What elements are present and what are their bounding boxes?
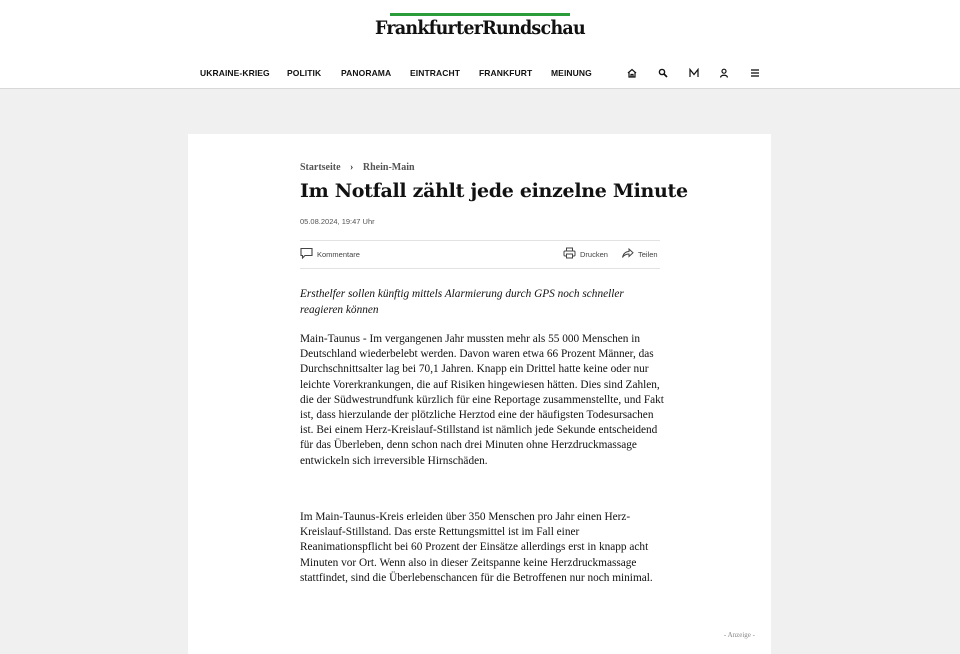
- article-title: Im Notfall zählt jede einzelne Minute: [300, 180, 688, 202]
- publish-date: 05.08.2024, 19:47 Uhr: [300, 217, 375, 226]
- home-icon[interactable]: [626, 67, 638, 79]
- user-icon[interactable]: [718, 67, 730, 79]
- breadcrumb: [300, 162, 415, 173]
- breadcrumb-rhein-main[interactable]: Rhein-Main: [362, 162, 415, 173]
- nav-item-politik[interactable]: POLITIK: [287, 68, 322, 78]
- print-label: Drucken: [580, 250, 608, 259]
- nav-item-eintracht[interactable]: EINTRACHT: [410, 68, 461, 78]
- nav-item-panorama[interactable]: PANORAMA: [341, 68, 392, 78]
- logo-text: FrankfurterRundschau: [375, 17, 585, 39]
- paragraph-2: Im Main-Taunus-Kreis erleiden über 350 Menschen pro Jahr einen Herz-Kreislauf-Stillstand. Das erste Rettungsmittel ist im Fall einer Reanimationspflicht bei 60 Prozent der Einsätze allerdings erst in knapp acht Minuten vor Ort. Wenn also in dieser Zeitspanne keine Herzdruckmassage stattfindet, sind die Überlebenschancen für die Betroffenen nur noch minimal.: [300, 511, 653, 584]
- article-card: [188, 134, 771, 654]
- print-icon: [563, 247, 576, 259]
- nav-item-ukraine-krieg[interactable]: UKRAINE-KRIEG: [200, 68, 270, 78]
- article-lead: Ersthelfer sollen künftig mittels Alarmierung durch GPS noch schneller reagieren können: [300, 288, 624, 316]
- m-logo-icon[interactable]: [688, 67, 700, 79]
- article-toolbar: [300, 240, 660, 269]
- comment-icon: [300, 247, 313, 259]
- logo-bar: [390, 13, 570, 16]
- main-nav: [0, 68, 960, 80]
- logo[interactable]: [0, 13, 960, 39]
- search-icon[interactable]: [657, 67, 669, 79]
- nav-item-meinung[interactable]: MEINUNG: [551, 68, 592, 78]
- site-header: [0, 0, 960, 89]
- nav-item-frankfurt[interactable]: FRANKFURT: [479, 68, 533, 78]
- paragraph-1: Main-Taunus - Im vergangenen Jahr mussten mehr als 55 000 Menschen in Deutschland wiederbelebt werden. Davon waren etwa 66 Prozent Männer, das Durchschnittsalter lag bei 70,1 Jahren. Knapp ein Drittel hatte keine oder nur leichte Vorerkrankungen, die auf Risiken hingewiesen hätten. Dies sind Zahlen, die der Südwestrundfunk kürzlich für eine Reportage zusammenstellte, und Fakt ist, dass hierzulande der plötzliche Herztod eine der häufigsten Todesursachen ist. Bei einem Herz-Kreislauf-Stillstand ist nämlich jede Sekunde entscheidend für das Überleben, denn schon nach drei Minuten ohne Herzdruckmassage entwickeln sich irreversible Hirnschäden.: [300, 333, 664, 467]
- breadcrumb-startseite[interactable]: Startseite: [300, 162, 341, 173]
- comments-label: Kommentare: [317, 250, 360, 259]
- share-label: Teilen: [638, 250, 658, 259]
- ad-label: - Anzeige -: [723, 631, 755, 639]
- menu-icon[interactable]: [749, 67, 761, 79]
- chevron-right-icon: ›: [350, 162, 354, 173]
- share-icon: [621, 247, 634, 259]
